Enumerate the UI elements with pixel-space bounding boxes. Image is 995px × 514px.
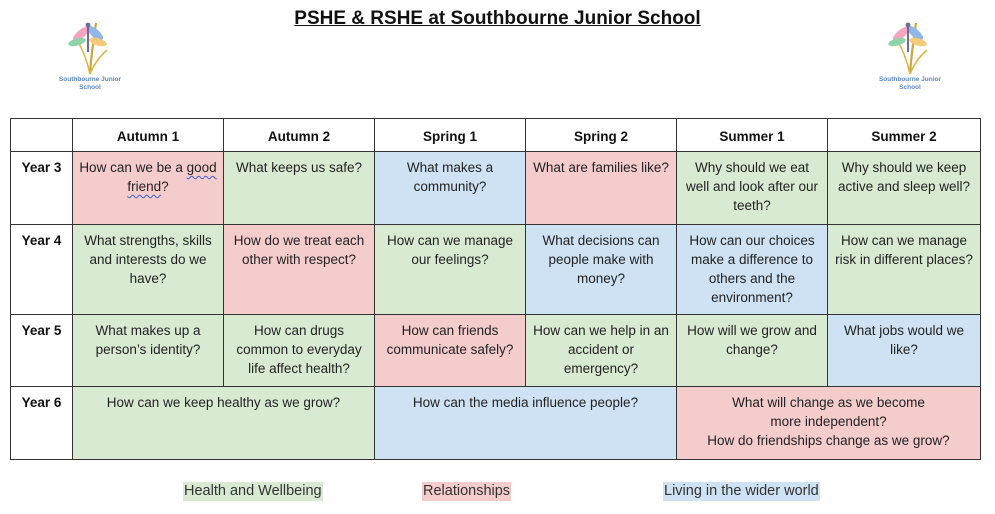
header-spring-1: Spring 1 [375,119,526,152]
header-corner [11,119,73,152]
topic-cell [73,152,224,225]
header-spring-2: Spring 2 [526,119,677,152]
topic-cell: How can we manage risk in different places? [828,225,981,315]
topic-cell: What are families like? [526,152,677,225]
topic-cell: How can we help in an accident or emergency? [526,315,677,387]
header-autumn-2: Autumn 2 [224,119,375,152]
table-row [11,315,981,387]
logo-text-line2: School [79,83,101,91]
spellcheck-flagged-text: good friend [127,160,217,194]
topic-cell: How can the media influence people? [375,387,677,460]
legend-relationships: Relationships [423,483,511,499]
topic-cell: What makes a community? [375,152,526,225]
topic-cell: How will we grow and change? [677,315,828,387]
legend-health-wellbeing: Health and Wellbeing [184,483,322,499]
dragonfly-logo-icon [880,18,940,76]
topic-cell: What strengths, skills and interests do we have? [73,225,224,315]
topic-text: How can we be a [79,160,187,175]
topic-text: What will change as we become more independent? [732,395,925,429]
topic-cell: Why should we keep active and sleep well? [828,152,981,225]
topic-cell: How can we keep healthy as we grow? [73,387,375,460]
topic-cell: What decisions can people make with money? [526,225,677,315]
topic-cell [677,387,981,460]
topic-cell: Why should we eat well and look after our teeth? [677,152,828,225]
year-label: Year 3 [11,152,73,225]
year-label: Year 6 [11,387,73,460]
header-summer-2: Summer 2 [828,119,981,152]
table-row [11,152,981,225]
topic-cell: How can friends communicate safely? [375,315,526,387]
school-logo-right [870,18,950,98]
topic-text: ? [161,179,169,194]
topic-cell: How can drugs common to everyday life affect health? [224,315,375,387]
header-row [11,119,981,152]
topic-cell: What keeps us safe? [224,152,375,225]
logo-text [870,76,950,91]
year-label: Year 4 [11,225,73,315]
logo-text-line2: School [899,83,921,91]
header-summer-1: Summer 1 [677,119,828,152]
header-autumn-1: Autumn 1 [73,119,224,152]
legend-wider-world: Living in the wider world [664,483,819,499]
topic-text: How do friendships change as we grow? [707,433,950,448]
table-row [11,225,981,315]
page-title: PSHE & RSHE at Southbourne Junior School [294,8,701,29]
logo-text [50,76,130,91]
topic-cell: How can we manage our feelings? [375,225,526,315]
topic-cell: What makes up a person’s identity? [73,315,224,387]
year-label: Year 5 [11,315,73,387]
topic-cell: How do we treat each other with respect? [224,225,375,315]
table-row [11,387,981,460]
curriculum-table [10,118,981,460]
school-logo-left [50,18,130,98]
logo-text-line1: Southbourne Junior [58,76,122,83]
topic-cell: How can our choices make a difference to others and the environment? [677,225,828,315]
topic-cell: What jobs would we like? [828,315,981,387]
logo-text-line1: Southbourne Junior [878,76,942,83]
